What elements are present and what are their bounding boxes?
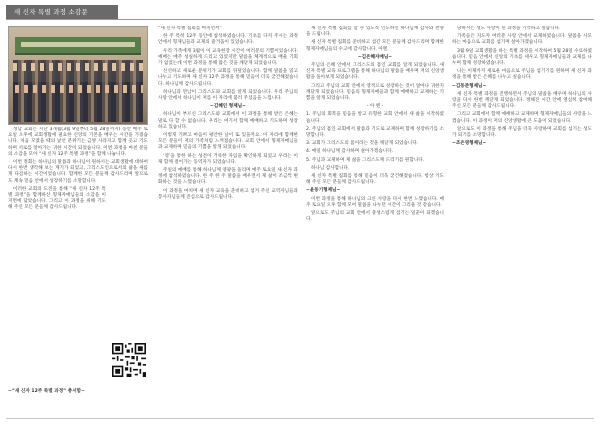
col1-paragraph: 성남 교회는 지난 3개월(3월 9일부터 5월 28일까지) 동안 매주 토요일 오후에 교회생활에 필요한 신앙의 기본을 배우는 시간을 가졌습니다. 처음 모였을 때의 낯선 분위기는 금방 사라지고 함께 웃고 기도하며 서로를 알아가는 귀한 시간이 되었습니다. 이번 과정을 마친 분들의 소감을 모아 “새 신자 12주 특별 과정”을 함께 나눕니다. — [8, 127, 148, 157]
col3-paragraph: 그리고 주님의 교회 안에서 영적으로 성장하는 것이 얼마나 귀한지 깨닫게 되었습니다. 믿음의 형제자매들과 함께 예배하고 교제하는 기쁨을 알게 되었습니다. — [306, 83, 444, 102]
col1-caption: ~“새 신자 12주 특별 과정” 총서함~ — [8, 389, 85, 394]
col2-paragraph: 이 과정을 마치며 새 신자 교육을 준비하고 섬겨 주신 교역자님들과 봉사자님들께 진심으로 감사드립니다. — [158, 188, 298, 200]
col3-list-item: 3. 교회가 그리스도의 몸이라는 것을 깨닫게 되었습니다. — [306, 141, 419, 147]
column-4 — [452, 26, 592, 418]
col2-signoff: ~김혜인 형제님~ — [210, 104, 246, 110]
col3-list-item: 1. 주님의 회복을 믿음을 알고 유형한 교회 안에서 새 삶을 시작하였습니다. — [306, 112, 444, 124]
col3-paragraph: 새 신자 특별 집회를 준비하고 섬긴 모든 분들께 감사드리며 함께한 형제자매님들의 수고에 감사합니다. 아멘. — [306, 40, 444, 52]
col4-paragraph: 가족들은 지도자 여러분 사랑 안에서 교제하였습니다. 말씀을 사모하는 마음으로 교회를 섬기며 살아가겠습니다. — [452, 34, 592, 46]
photo-banner — [15, 37, 141, 55]
col3-paragraph: 하나님 감사합니다. — [311, 165, 350, 171]
col3-paragraph: 앞으로도 주님의 교회 안에서 충성스럽게 섬기는 일꾼이 되겠습니다. — [306, 211, 444, 223]
group-photo — [8, 26, 148, 125]
col2-paragraph: 하나님과 만남이 그리스도와 교회를 알게 되었습니다. 우리 주님의 사랑 안에서 하나님이 저를 이 자리에 불러 주셨음을 느낍니다. — [158, 89, 298, 102]
col1-paragraph: 이러한 교회의 도전을 통해 “새 신자 12주 특별 과정”을 함께하신 형제자매님들의 소감을 이 지면에 담았습니다. 그리고 이 과정을 위해 기도해 주신 모든 분들께 감사드립니다. — [8, 186, 106, 211]
qr-code-icon — [112, 343, 146, 377]
col4-paragraph: 나는 이제까지 새로운 마음으로 주님을 섬기기를 원하며 새 신자 과정을 통해 받은 은혜를 나누고 싶습니다. — [452, 69, 592, 81]
col3-amen: - 아 멘 - — [366, 104, 384, 110]
col4-paragraph: 3월 9일 교회생활을 하는 특별 과정을 시작하여 5월 28일 수료하였습니다. 믿음 안에서 신앙의 기초를 세우고 형제자매님들과 교제를 나누며 함께 성장하였습니다. — [452, 48, 592, 67]
col2-quote: “새 신자 특별 집회를 마치면서” — [158, 26, 222, 31]
column-2 — [158, 26, 298, 418]
col3-signoff: ~윤동기형제님~ — [306, 188, 341, 194]
top-rule — [6, 19, 594, 20]
bottom-rule — [6, 418, 594, 419]
col2-paragraph: 하나님이 부르신 그리스도와 교회에서 이 과정을 통해 받은 은혜는 말로 다 할 수 없습니다. 우리는 여기서 함께 예배하고 기도하며 성장하고 있습니다. — [158, 112, 298, 130]
col3-signoff: ~김은혜자매님~ — [357, 54, 393, 60]
col2-paragraph: 신선하고 새로운 분위기가 교회를 뒤덮었습니다. 함께 말씀을 읽고 나누고 기도하며 새 신자 12주 과정을 통해 믿음이 더욱 굳건해졌습니다. 하나님께 감사드립니다. — [158, 69, 298, 87]
col4-paragraph: 앞으로도 이 과정을 통해 주님을 더욱 사랑하며 교회를 섬기는 성도가 되기를 소망합니다. — [452, 126, 592, 139]
col3-list-item: 4. 매일 하나님께 감사하며 살아가겠습니다. — [306, 149, 394, 155]
column-3 — [306, 26, 444, 418]
col3-paragraph: 새 신자 특별 집회를 통해 믿음이 더욱 굳건해졌습니다. 항상 기도해 주신 모든 분들께 감사드립니다. — [306, 174, 444, 186]
col4-signoff: ~김동준형제님~ — [452, 83, 487, 89]
col4-paragraph: 당하시는 성도 사랑이 된 과정을 기억하고 싶습니다. — [457, 26, 561, 31]
col3-paragraph: 주님의 은혜 안에서 그리스도의 몸인 교회를 알게 되었습니다. 새 신자 특별 교육 프로그램을 통해 하나님의 말씀을 배우며 저의 신앙생활을 돌아보게 되었습니다. — [306, 63, 444, 81]
col4-paragraph: 새 신자 특별 과정을 진행하면서 주님의 말씀을 배우며 하나님의 사랑을 다시 한번 깨닫게 되었습니다. 정해진 시간 안에 열심히 참여해 주신 모든 분들께 감사드립니다. — [452, 91, 592, 110]
col2-paragraph: ‘영’을 통한 하는 성전이 거룩한 자임을 확인하게 되었고 우리는 이제 함께 걸어가는 동역자가 되었습니다. — [158, 153, 298, 165]
col3-list-item: 5. 주님과 교제하며 제 삶을 그리스도께 드리기를 원합니다. — [306, 157, 425, 163]
section-title-tab: 새 신자 특별 과정 소감문 — [6, 5, 118, 19]
col3-paragraph: 이번 과정을 통해 하나님의 크신 사랑을 다시 한번 느꼈습니다. 매주 토요일 오후 함께 모여 말씀을 나누던 시간이 그리울 것 같습니다. — [306, 196, 444, 208]
col4-signoff: ~조은영형제님~ — [452, 141, 487, 147]
col3-paragraph: 새 신자 특별 집회를 할 수 있도록 인도하신 하나님께 감사와 찬양을 드립니다. — [306, 26, 444, 38]
qr-code[interactable] — [112, 343, 146, 377]
col2-paragraph: 이렇게 기쁘고 마음이 평안한 날이 또 있을까요. 이 자리에 함께한 모든 분들이 저의 가족처럼 느껴졌습니다. 교회 안에서 형제자매님들과 교제하며 믿음의 기쁨을 알게 되었습니다. — [158, 133, 298, 151]
col3-list-item: 2. 주님의 몸인 교회에서 말씀과 기도로 교제하며 함께 성장하기를 소망합니다. — [306, 126, 444, 139]
col1-paragraph: 이번 정회는 하나님의 말씀과 하나님이 원하시는 교회생활에 대하여 다시 한번 생각해 보는 계기가 되었고, 그리스도인으로서의 삶을 새롭게 다짐하는 시간이었습니다. 함께한 모든 분들께 감사드리며 앞으로도 계속 믿음 안에서 성장하기를 소망합니다. — [8, 160, 148, 184]
col2-paragraph: 한 주 특히 12주 동안에 참석하였습니다. 기초를 다져 주시는 과정 안에서 형제님들과 교제의 즐거움이 있었습니다. — [158, 34, 298, 46]
col2-paragraph: 주일의 예배를 통해 하나님께 영광을 돌리며 매주 토요일 새 신자 과정에 참석하였습니다. 한 주 한 주 말씀을 배우면서 제 삶이 조금씩 변화하는 것을 느꼈습니다. — [158, 168, 298, 186]
col4-paragraph: 그리고 교회에서 함께 예배하고 교제하며 형제자매님들의 사랑을 느꼈습니다. 이 과정이 저의 신앙생활에 큰 도움이 되었습니다. — [452, 112, 592, 124]
col2-paragraph: 우리 가족에게 3월이 이 교육현장 시간이 여러분의 기쁨이었습니다. 예배는 매주 성실하게 드리고 있었지만 말씀을 체계적으로 배울 기회가 없었는데 이번 과정을 통해 많은 것을 깨닫게 되었습니다. — [158, 48, 298, 67]
